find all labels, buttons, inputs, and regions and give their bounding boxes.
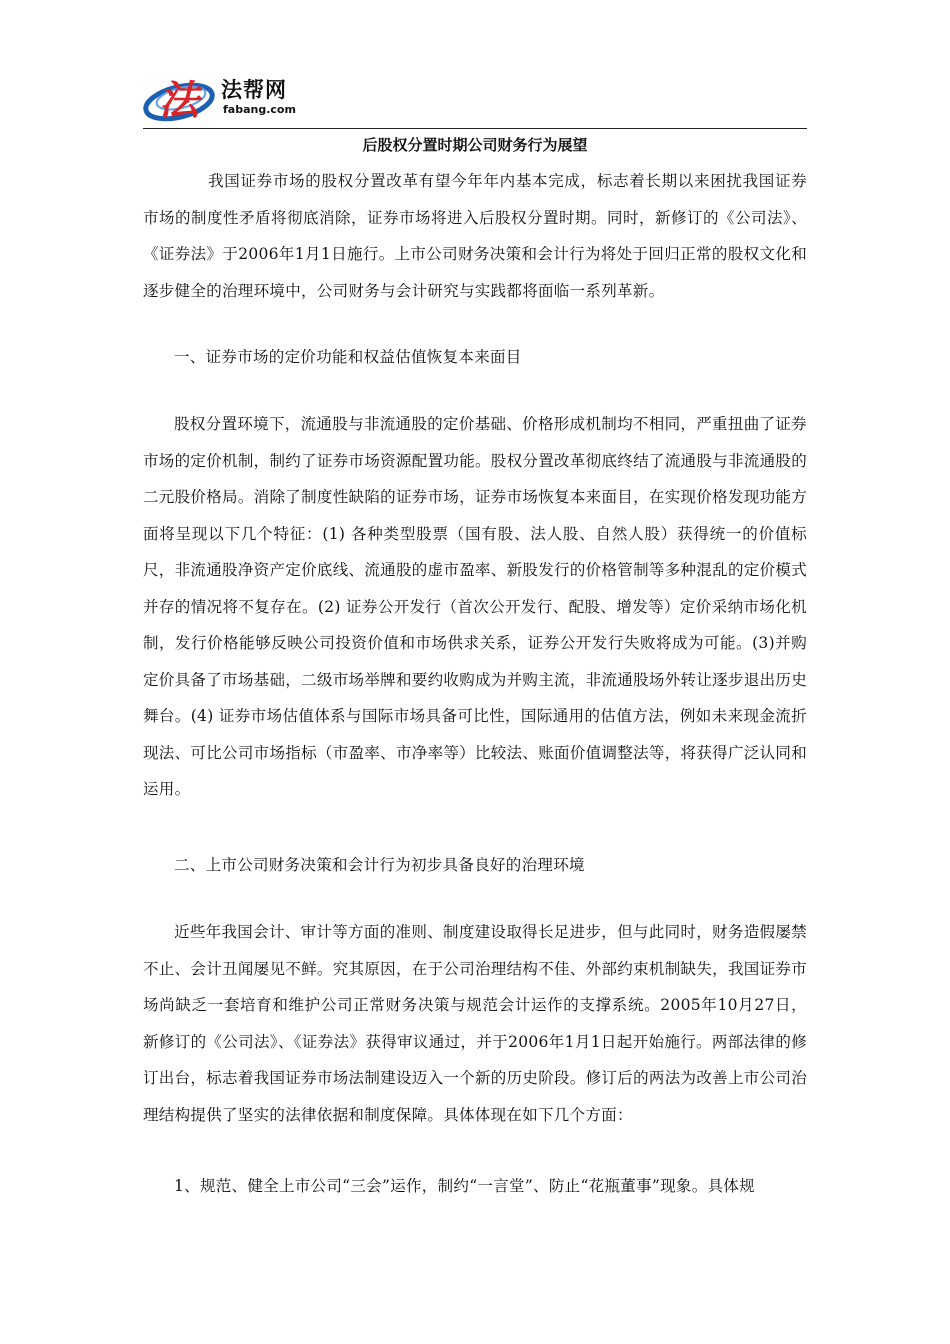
fabang-logo-icon xyxy=(143,68,223,126)
header-divider xyxy=(143,128,807,129)
section-1-paragraph: 股权分置环境下，流通股与非流通股的定价基础、价格形成机制均不相同，严重扭曲了证券市场的定价机制，制约了证券市场资源配置功能。股权分置改革彻底终结了流通股与非流通股的二元股价格局。消除了制度性缺陷的证券市场，证券市场恢复本来面目，在实现价格发现功能方面将呈现以下几个特征：(1) 各种类型股票（国有股、法人股、自然人股）获得统一的价值标尺，非流通股净资产定价底线、流通股的虚市盈率、新股发行的价格管制等多种混乱的定价模式并存的情况将不复存在。(2) 证券公开发行（首次公开发行、配股、增发等）定价采纳市场化机制，发行价格能够反映公司投资价值和市场供求关系，证券公开发行失败将成为可能。(3)并购定价具备了市场基础，二级市场举牌和要约收购成为并购主流，非流通股场外转让逐步退出历史舞台。(4) 证券市场估值体系与国际市场具备可比性，国际通用的估值方法，例如未来现金流折现法、可比公司市场指标（市盈率、市净率等）比较法、账面价值调整法等，将获得广泛认同和运用。 xyxy=(143,415,807,798)
page-header xyxy=(143,62,807,132)
section-heading-1: 一、证券市场的定价功能和权益估值恢复本来面目 xyxy=(174,348,522,366)
logo-domain: fabang.com xyxy=(223,103,296,116)
document-title: 后股权分置时期公司财务行为展望 xyxy=(362,136,588,154)
svg-text:法: 法 xyxy=(159,77,199,124)
item-1-paragraph: 1、规范、健全上市公司“三会”运作，制约“一言堂”、防止“花瓶董事”现象。具体规 xyxy=(174,1177,755,1195)
section-heading-2: 二、上市公司财务决策和会计行为初步具备良好的治理环境 xyxy=(174,856,585,874)
section-2-paragraph: 近些年我国会计、审计等方面的准则、制度建设取得长足进步，但与此同时，财务造假屡禁不止、会计丑闻屡见不鲜。究其原因，在于公司治理结构不佳、外部约束机制缺失，我国证券市场尚缺乏一套培育和维护公司正常财务决策与规范会计运作的支撑系统。2005年10月27日，新修订的《公司法》、《证券法》获得审议通过，并于2006年1月1日起开始施行。两部法律的修订出台，标志着我国证券市场法制建设迈入一个新的历史阶段。修订后的两法为改善上市公司治理结构提供了坚实的法律依据和制度保障。具体体现在如下几个方面： xyxy=(143,923,807,1124)
logo-site-name: 法帮网 xyxy=(221,78,287,102)
intro-paragraph: 我国证券市场的股权分置改革有望今年年内基本完成，标志着长期以来困扰我国证券市场的制度性矛盾将彻底消除，证券市场将进入后股权分置时期。同时，新修订的《公司法》、《证券法》于2006年1月1日施行。上市公司财务决策和会计行为将处于回归正常的股权文化和逐步健全的治理环境中，公司财务与会计研究与实践都将面临一系列革新。 xyxy=(143,172,807,300)
